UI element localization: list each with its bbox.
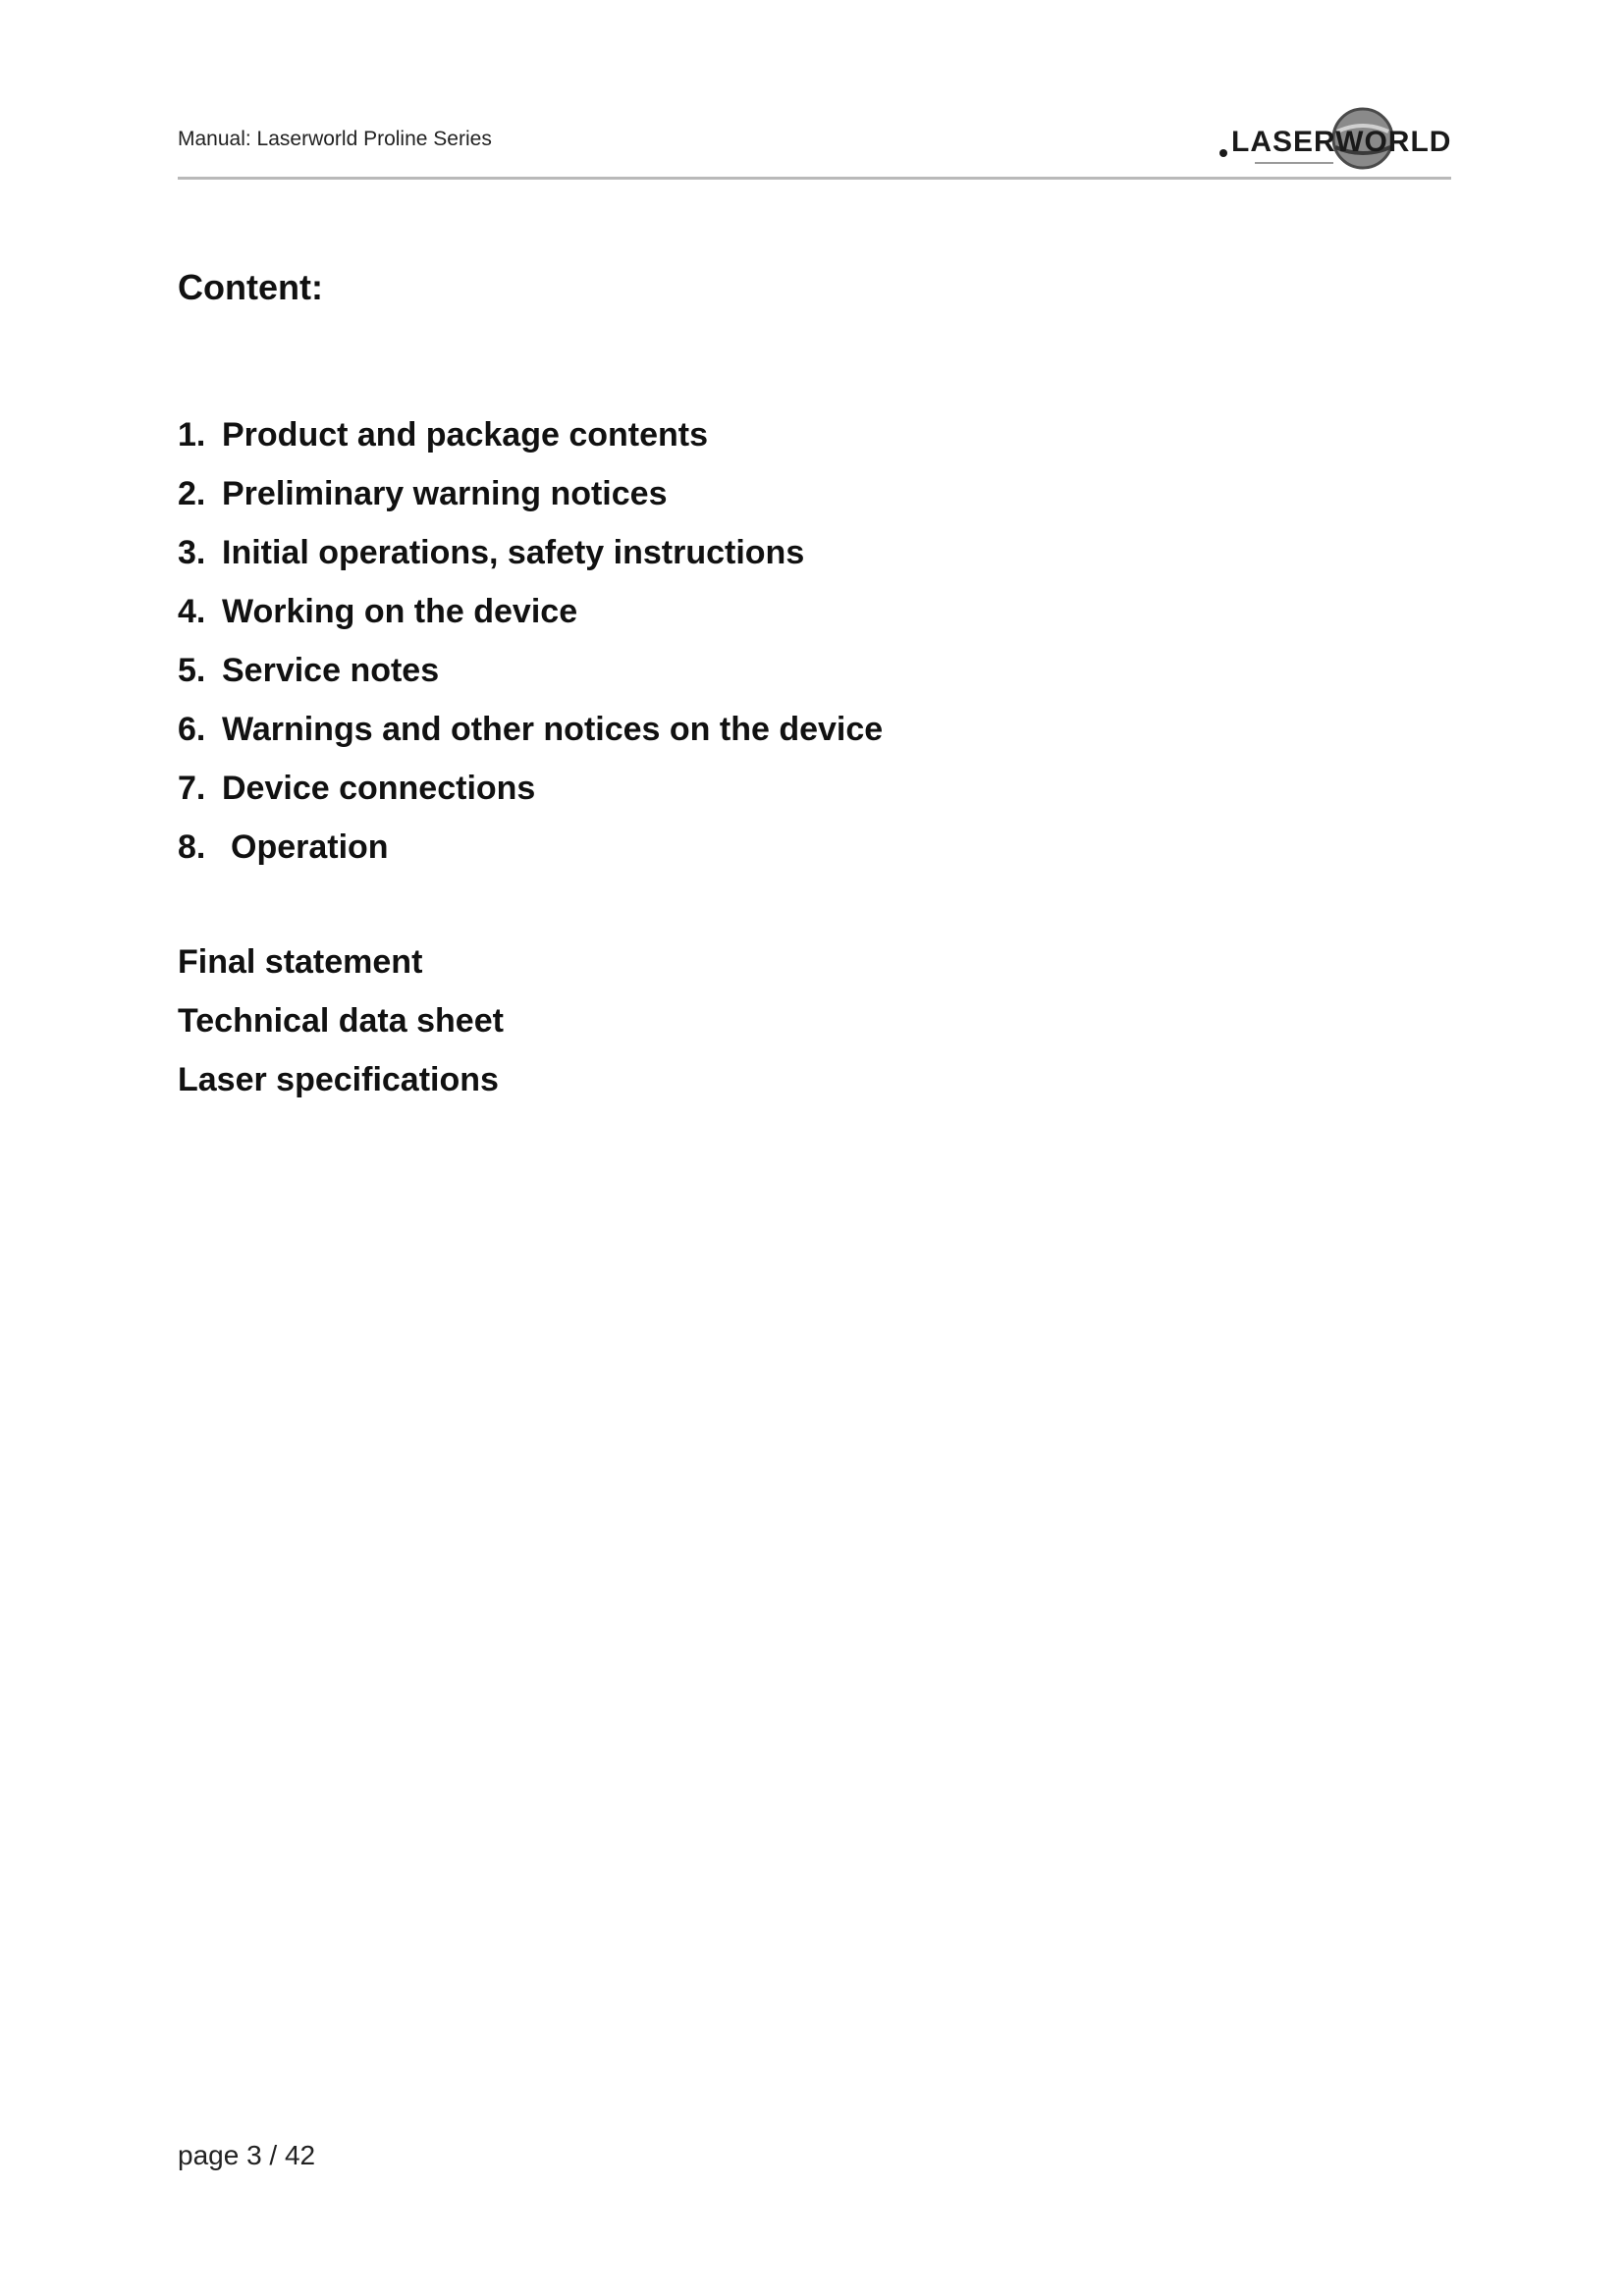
- toc-item: [178, 469, 883, 528]
- toc-item-number: 5.: [178, 652, 206, 689]
- toc-item-label: Device connections: [222, 770, 536, 807]
- toc-item-number: 6.: [178, 711, 206, 748]
- toc-item-number: 7.: [178, 770, 206, 807]
- toc-item: [178, 705, 883, 764]
- toc-item: [178, 587, 883, 646]
- laserworld-logo: [1216, 102, 1451, 171]
- toc-item-label: Warnings and other notices on the device: [222, 711, 884, 748]
- appendix-item: Laser specifications: [178, 1061, 499, 1098]
- toc-item: [178, 823, 883, 881]
- svg-text:LASERWORLD: LASERWORLD: [1231, 126, 1451, 158]
- toc-item-label: Preliminary warning notices: [222, 475, 668, 512]
- toc-item: [178, 646, 883, 705]
- toc-item-label: Product and package contents: [222, 416, 708, 454]
- table-of-contents: [178, 410, 883, 881]
- toc-item-label: Initial operations, safety instructions: [222, 534, 805, 571]
- content-heading: Content:: [178, 267, 323, 307]
- appendix-list: [178, 937, 504, 1114]
- document-header-title: Manual: Laserworld Proline Series: [178, 128, 492, 150]
- header-divider: [178, 177, 1451, 180]
- toc-item-number: 4.: [178, 593, 206, 630]
- toc-item-number: 2.: [178, 475, 206, 512]
- toc-item-label: Operation: [231, 828, 389, 866]
- toc-item: [178, 528, 883, 587]
- toc-item-number: 1.: [178, 416, 206, 454]
- page-number: page 3 / 42: [178, 2140, 316, 2170]
- toc-item-label: Working on the device: [222, 593, 578, 630]
- toc-item-number: 3.: [178, 534, 206, 571]
- toc-item: [178, 410, 883, 469]
- toc-item: [178, 764, 883, 823]
- toc-item-number: 8.: [178, 828, 206, 866]
- toc-item-label: Service notes: [222, 652, 440, 689]
- appendix-item: Technical data sheet: [178, 1002, 504, 1040]
- appendix-item: Final statement: [178, 943, 423, 981]
